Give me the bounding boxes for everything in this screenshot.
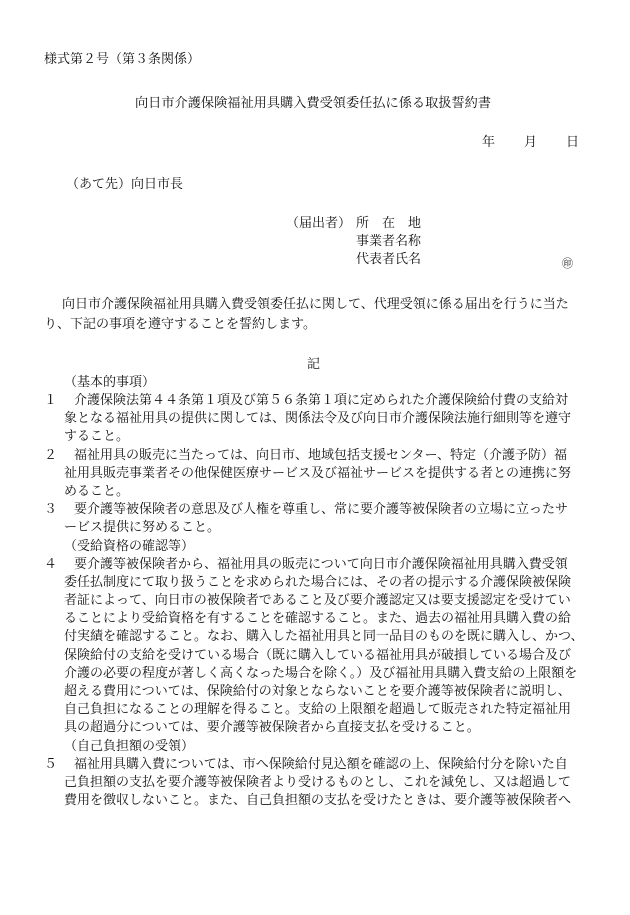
item-line: 保険給付の支給を受けている場合（既に購入している福祉用具が破損している場合及び [64, 647, 572, 663]
item-line: 費用を徴収しないこと。また、自己負担額の支払を受けたときは、要介護等被保険者へ [64, 793, 572, 809]
addressee: （あて先）向日市長 [66, 177, 184, 192]
section-heading-basic: （基本的事項） [64, 375, 156, 390]
item-line: 介護の必要の程度が著しく高くなった場合を除く。）及び福祉用具購入費支給の上限額を [64, 665, 578, 681]
item-line: 超える費用については、保険給付の対象とならないことを要介護等被保険者に説明し、 [64, 684, 571, 700]
seal-mark: ㊞ [562, 257, 573, 270]
list-item [44, 756, 592, 811]
date-year: 年 [482, 135, 496, 150]
document-title: 向日市介護保険福祉用具購入費受領委任払に係る取扱誓約書 [135, 96, 492, 111]
item-line: すること。 [64, 429, 130, 445]
item-line: 具の超過分については、要介護等被保険者から直接支払を受けること。 [64, 720, 480, 736]
item-line: 介護保険法第４４条第１項及び第５６条第１項に定められた介護保険給付費の支給対 [74, 393, 569, 408]
item-line: 者証によって、向日市の被保険者であること及び要介護認定又は要支援認定を受けてい [64, 593, 571, 609]
list-item [44, 392, 592, 447]
date-day: 日 [566, 135, 580, 150]
item-line: 己負担額の支払を要介護等被保険者より受けるものとし、これを減免し、又は超過して [64, 774, 572, 790]
item-line: 祉用具販売事業者その他保健医療サービス及び福祉サービスを提供する者との連携に努 [64, 465, 572, 481]
ki-heading: 記 [307, 357, 321, 372]
list-item [44, 556, 592, 738]
representative-field-label: 代表者氏名 [356, 252, 422, 267]
item-line: 福祉用具の販売に当たっては、向日市、地域包括支援センター、特定（介護予防）福 [74, 447, 567, 463]
item-number: １ [44, 393, 58, 408]
item-line: 要介護等被保険者から、福祉用具の販売について向日市介護保険福祉用具購入費受領 [74, 556, 568, 572]
list-item [44, 447, 592, 502]
item-number: ５ [44, 756, 58, 772]
item-line: 福祉用具購入費については、市へ保険給付見込額を確認の上、保険給付分を除いた自 [74, 756, 568, 772]
item-number: ４ [44, 556, 58, 572]
item-line: ービス提供に努めること。 [64, 520, 221, 536]
item-line: 付実績を確認すること。なお、購入した福祉用具と同一品目のものを既に購入し、かつ、 [64, 629, 584, 645]
company-name-field-label: 事業者名称 [356, 234, 422, 249]
section-heading-eligibility: （受給資格の確認等） [64, 538, 195, 554]
item-number: ２ [44, 447, 58, 463]
date-line [482, 134, 579, 152]
applicant-label: （届出者） [286, 216, 352, 231]
applicant-block [286, 215, 421, 269]
date-month: 月 [524, 135, 538, 150]
item-line: 象となる福祉用具の提供に関しては、関係法令及び向日市介護保険法施行細則等を遵守 [64, 411, 572, 427]
terms-body [44, 374, 592, 810]
item-line: 自己負担になることの理解を得ること。支給の上限額を超過して販売された特定福祉用 [64, 702, 572, 718]
item-number: ３ [44, 502, 58, 518]
intro-paragraph: 向日市介護保険福祉用具購入費受領委任払に関して、代理受領に係る届出を行うに当たり、下記の事項を遵守することを誓約します。 [44, 297, 569, 332]
item-line: 委任払制度にて取り扱うことを求められた場合には、その者の提示する介護保険被保険 [64, 574, 572, 590]
form-number: 様式第２号（第３条関係） [44, 52, 201, 67]
address-field-label: 所 在 地 [356, 216, 422, 231]
item-line: めること。 [64, 484, 130, 500]
list-item [44, 501, 592, 537]
item-line: 要介護等被保険者の意思及び人権を尊重し、常に要介護等被保険者の立場に立ったサ [74, 502, 569, 518]
item-line: ることにより受給資格を有することを確認すること。また、過去の福祉用具購入費の給 [64, 611, 572, 627]
section-heading-copayment: （自己負担額の受領） [64, 738, 195, 754]
